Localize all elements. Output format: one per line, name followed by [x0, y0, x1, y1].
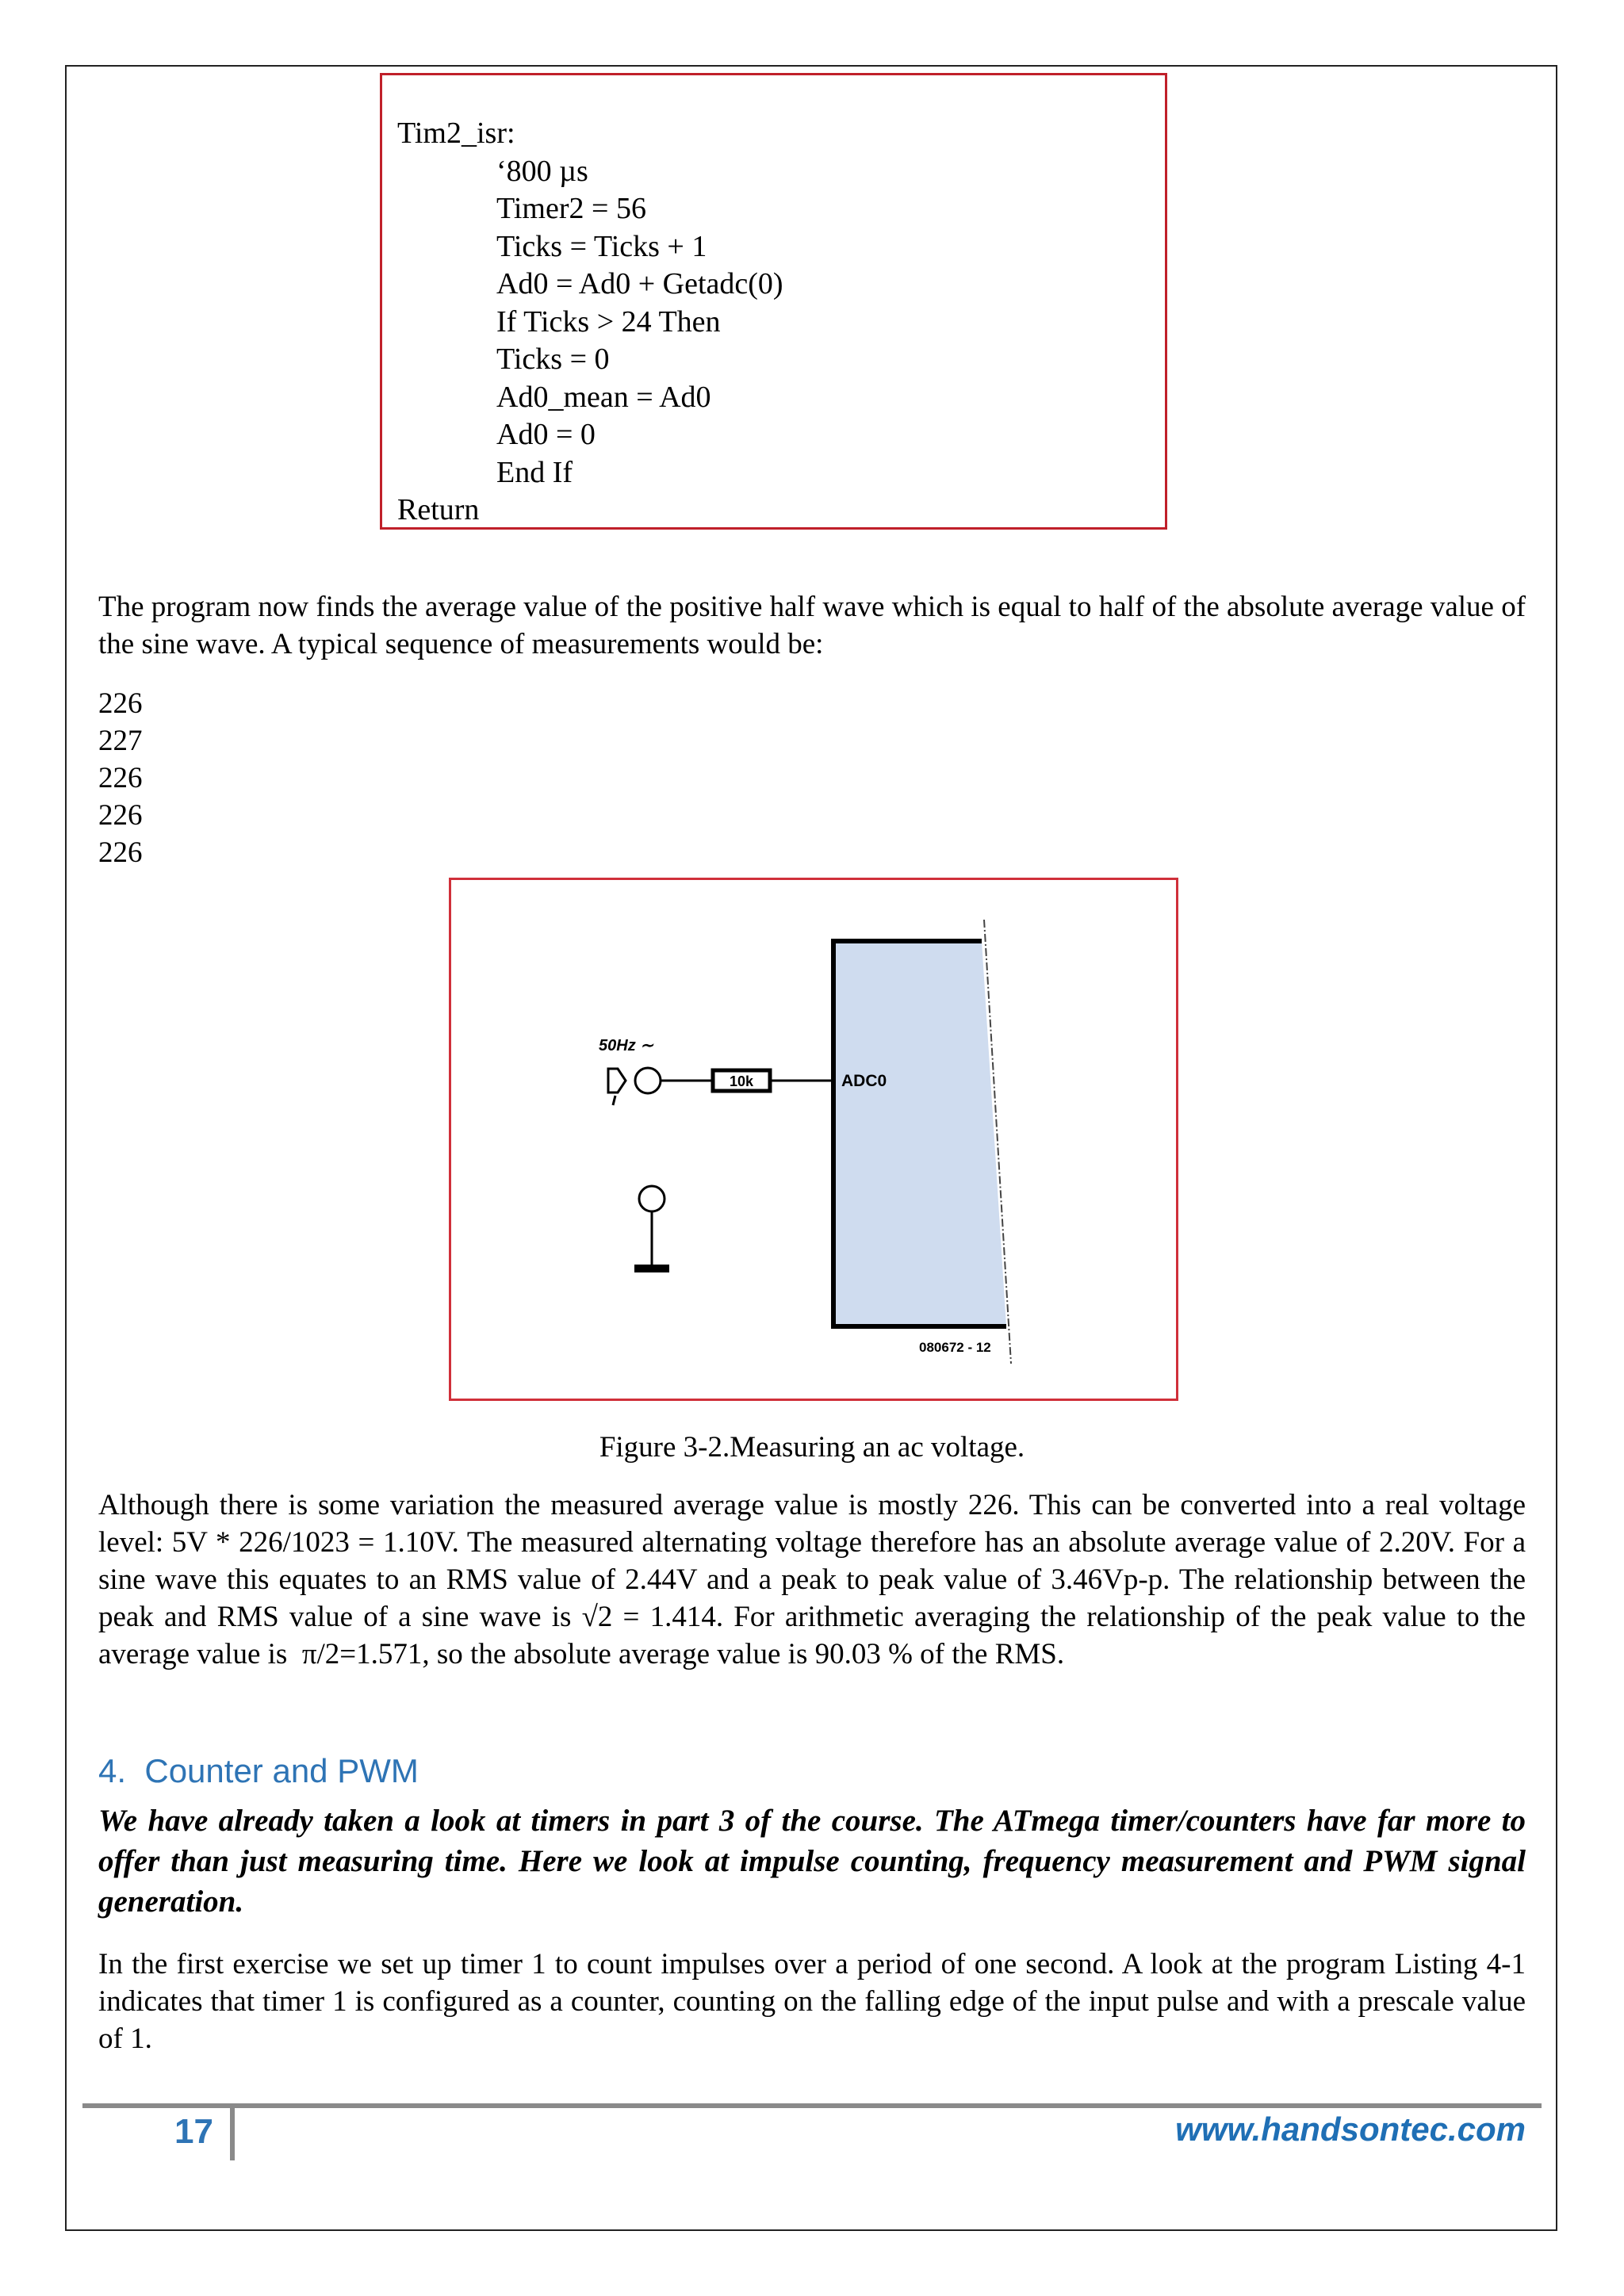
code-line: Ad0 = Ad0 + Getadc(0)	[496, 267, 783, 300]
input-arrow-tail	[613, 1096, 615, 1105]
code-line: End If	[496, 455, 573, 489]
page-number-divider	[230, 2108, 235, 2160]
footer-website-link[interactable]: www.handsontec.com	[1175, 2110, 1526, 2148]
figure-caption: Figure 3-2.Measuring an ac voltage.	[599, 1431, 1025, 1464]
page-number: 17	[174, 2112, 213, 2151]
measurement-value: 226	[98, 836, 143, 869]
circuit-figure	[449, 878, 1178, 1401]
code-line: Ticks = Ticks + 1	[496, 229, 707, 263]
ground-terminal	[639, 1186, 665, 1211]
measurement-value: 226	[98, 687, 143, 720]
code-line: Ad0 = 0	[496, 418, 596, 451]
figure-code: 080672 - 12	[919, 1340, 991, 1355]
source-label: 50Hz ∼	[599, 1037, 654, 1054]
resistor-label: 10k	[729, 1073, 754, 1089]
code-line: Timer2 = 56	[496, 192, 646, 225]
section-intro: We have already taken a look at timers in part 3 of the course. The ATmega timer/counters have far more to offer than just measuring time. Here we look at impulse counting, frequency measurement and PWM signal generation.	[98, 1804, 1526, 1919]
code-line: If Ticks > 24 Then	[496, 304, 721, 339]
paragraph-average: The program now finds the average value of the positive half wave which is equal to half of the absolute average value of the sine wave. A typical sequence of measurements would be:	[98, 591, 1526, 660]
code-return: Return	[397, 493, 480, 526]
code-listing-box	[380, 73, 1167, 530]
input-arrow-icon	[608, 1069, 626, 1093]
mcu-body	[833, 941, 1006, 1326]
code-line: Ticks = 0	[496, 342, 610, 376]
paragraph-exercise: In the first exercise we set up timer 1 to count impulses over a period of one second. A look at the program Listing 4-1 indicates that timer 1 is configured as a counter, counting on the falling edge of the input pulse and with a prescale value of 1.	[98, 1948, 1526, 2055]
measurement-value: 227	[98, 725, 143, 757]
code-label: Tim2_isr:	[397, 117, 515, 150]
measurement-value: 226	[98, 799, 143, 832]
pin-label: ADC0	[841, 1072, 887, 1090]
code-line: ‘800 µs	[496, 154, 588, 188]
measurement-list	[98, 685, 143, 871]
section-heading: 4. Counter and PWM	[98, 1752, 419, 1789]
footer-rule	[82, 2103, 1542, 2108]
measurement-value: 226	[98, 762, 143, 794]
circuit-diagram	[451, 880, 1176, 1399]
ground-symbol	[634, 1265, 669, 1272]
input-terminal	[635, 1068, 661, 1093]
paragraph-voltage: Although there is some variation the measured average value is mostly 226. This can be converted into a real voltage level: 5V * 226/1023 = 1.10V. The measured alternating voltage therefore has an absolute average value of 2.20V. For a sine wave this equates to an RMS value of 2.44V and a peak to peak value of 3.46Vp-p. The relationship between the peak and RMS value of a sine wave is √2 = 1.414. For arithmetic averaging the relationship of the peak value to the average value is π/2=1.571, so the absolute average value is 90.03 % of the RMS.	[98, 1489, 1526, 1670]
code-line: Ad0_mean = Ad0	[496, 380, 711, 414]
